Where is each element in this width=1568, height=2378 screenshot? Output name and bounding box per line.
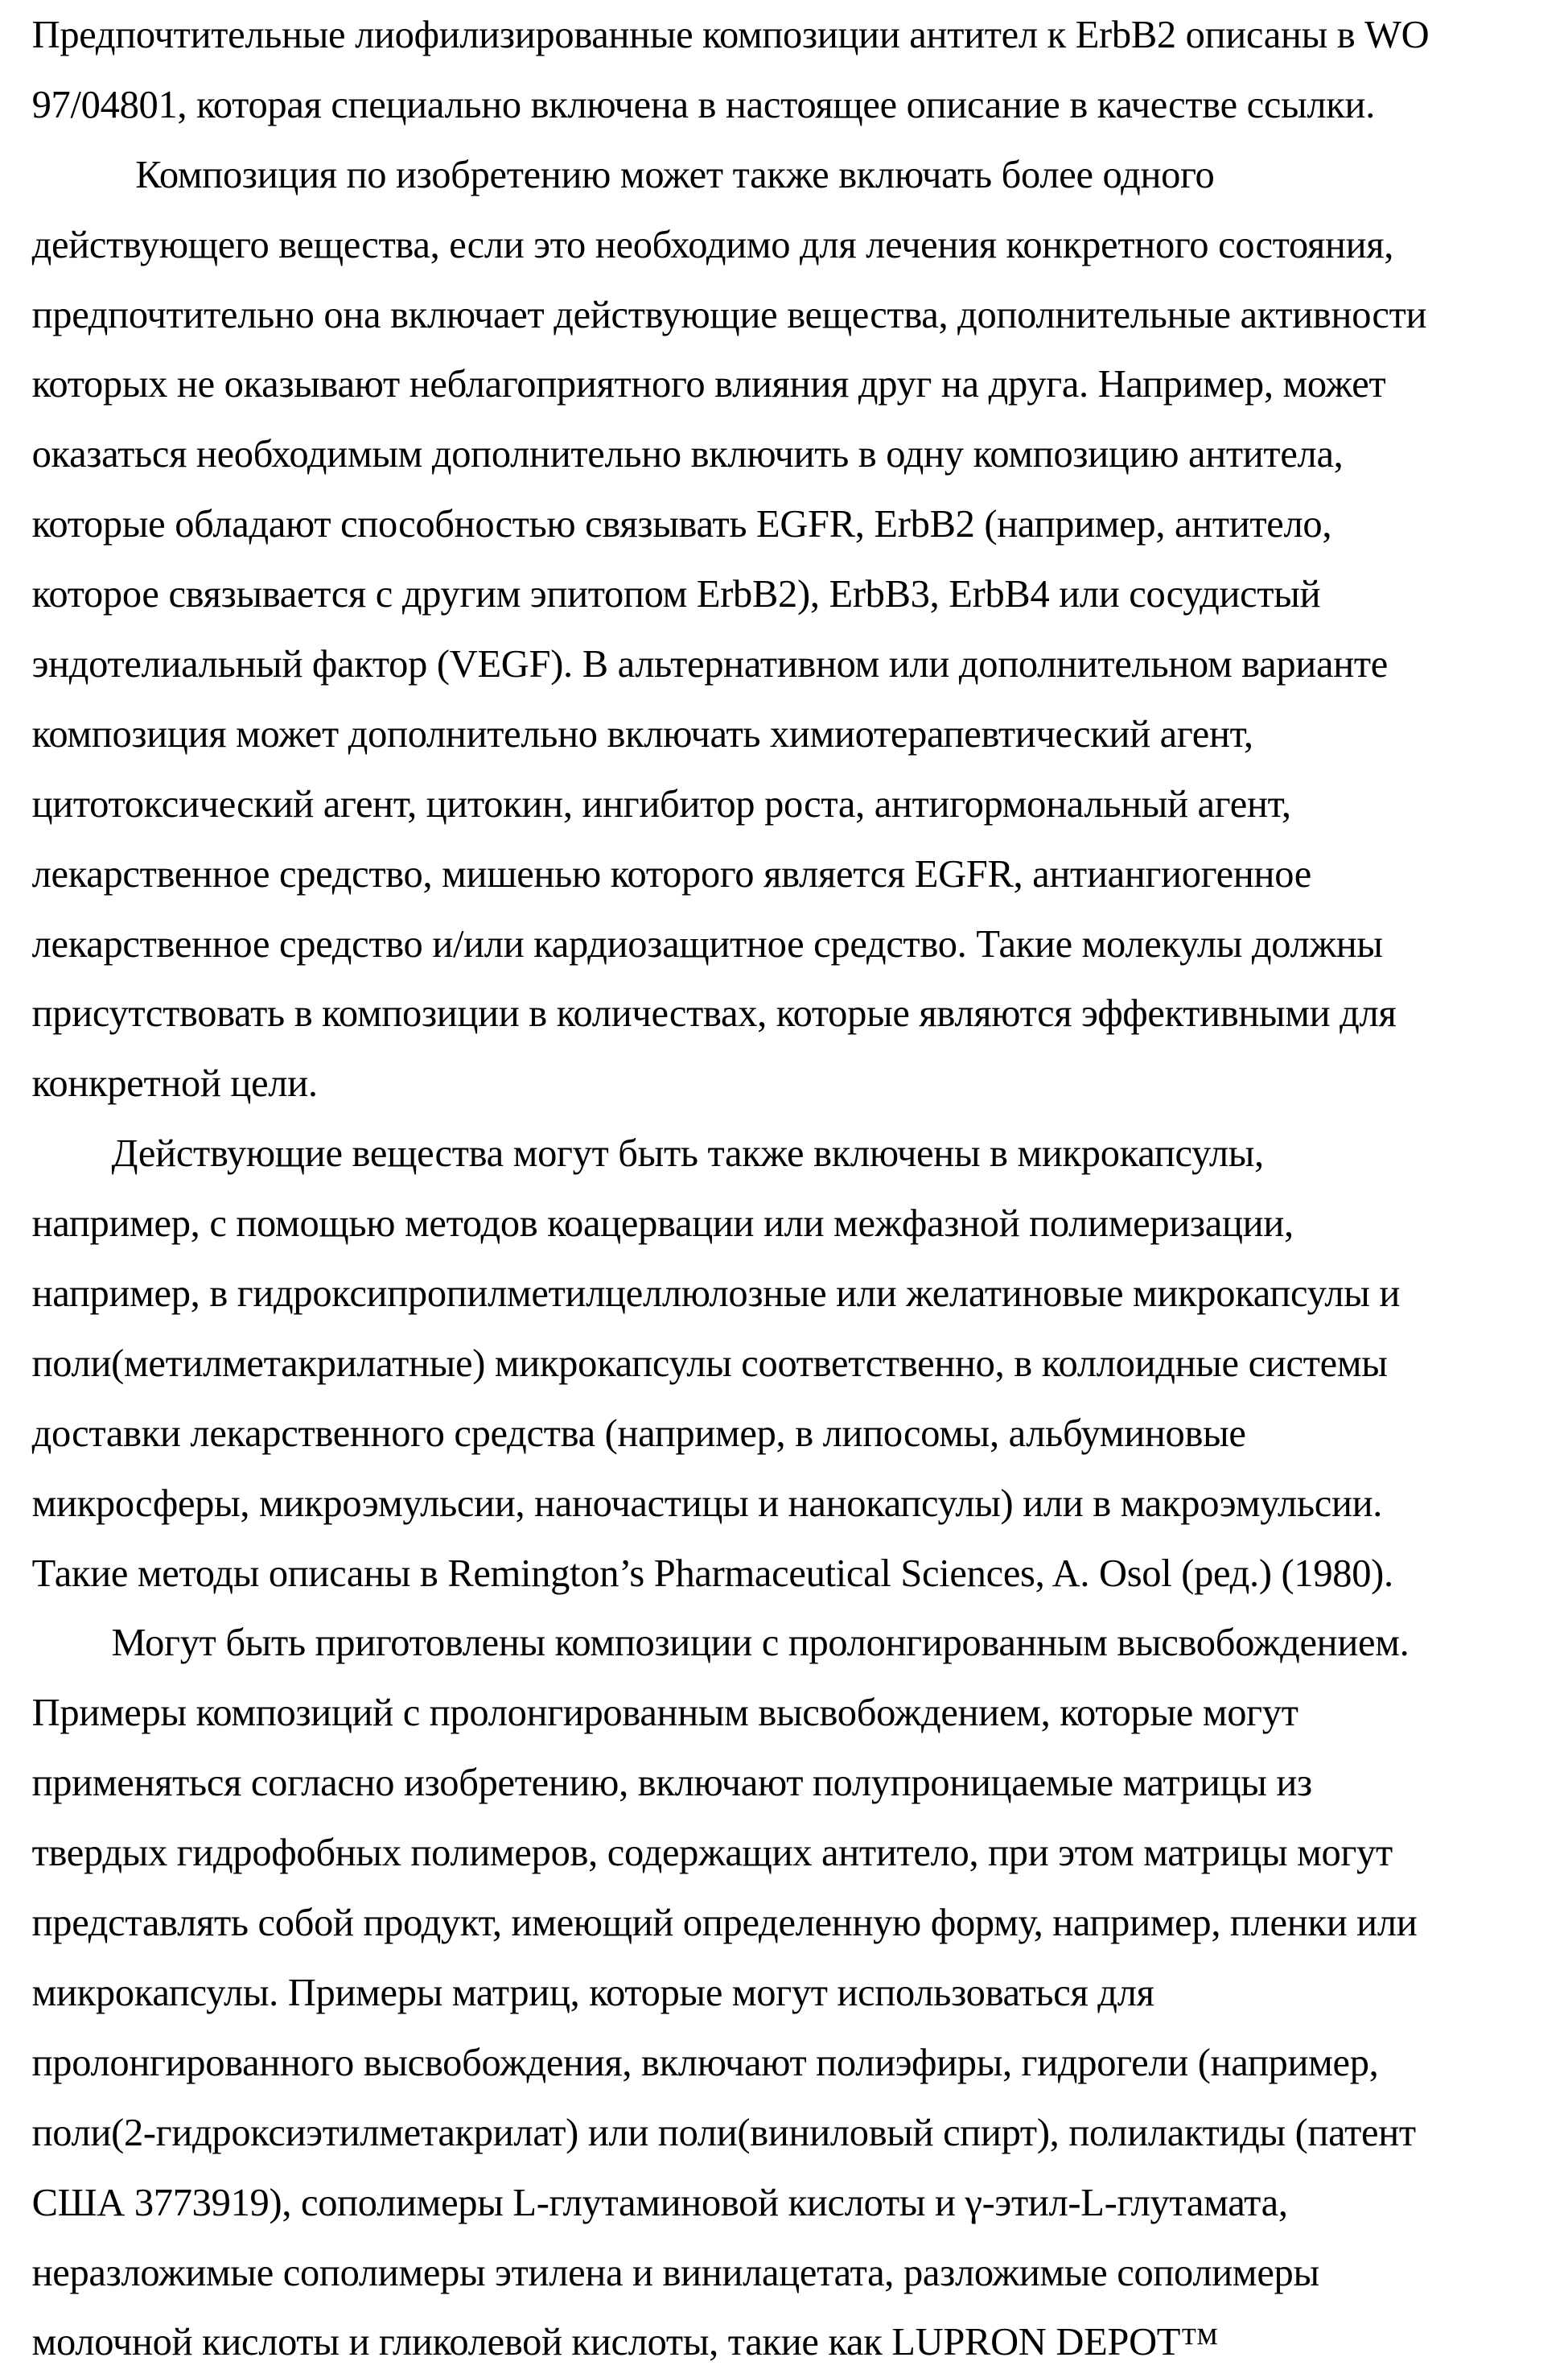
paragraph-microcapsules (0, 1119, 1568, 1608)
paragraph-lyophilized-formulations (0, 0, 1568, 140)
text-line-indented: Действующие вещества могут быть также включены в микрокапсулы, (111, 1131, 1264, 1176)
text-line: цитотоксический агент, цитокин, ингибитор роста, антигормональный агент, (31, 781, 1291, 826)
text-line: Примеры композиций с пролонгированным высвобождением, которые могут (31, 1690, 1298, 1735)
text-line: например, в гидроксипропилметилцеллюлозные или желатиновые микрокапсулы и (31, 1271, 1401, 1316)
text-line: доставки лекарственного средства (например, в липосомы, альбуминовые (31, 1410, 1246, 1455)
text-line: например, с помощью методов коацервации или межфазной полимеризации, (31, 1201, 1294, 1246)
text-line: представлять собой продукт, имеющий определенную форму, например, пленки или (31, 1900, 1418, 1945)
text-line: неразложимые сополимеры этилена и винилацетата, разложимые сополимеры (31, 2249, 1319, 2294)
text-line: лекарственное средство и/или кардиозащитное средство. Такие молекулы должны (31, 921, 1383, 966)
text-line: конкретной цели. (31, 1061, 318, 1106)
text-line: оказаться необходимым дополнительно включить в одну композицию антитела, (31, 431, 1344, 476)
text-line: молочной кислоты и гликолевой кислоты, такие как LUPRON DEPOT™ (31, 2319, 1219, 2364)
text-line: присутствовать в композиции в количествах, которые являются эффективными для (31, 991, 1397, 1036)
text-line: которое связывается с другим эпитопом ErbB2), ErbB3, ErbB4 или сосудистый (31, 571, 1321, 616)
paragraph-sustained-release (0, 1608, 1568, 2377)
text-line: поли(метилметакрилатные) микрокапсулы соответственно, в коллоидные системы (31, 1340, 1388, 1385)
text-line: которых не оказывают неблагоприятного влияния друг на друга. Например, может (31, 361, 1386, 406)
text-line: эндотелиальный фактор (VEGF). В альтернативном или дополнительном варианте (31, 641, 1388, 686)
text-line: США 3773919), сополимеры L-глутаминовой кислоты и γ-этил-L-глутамата, (31, 2179, 1288, 2224)
text-line: 97/04801, которая специально включена в настоящее описание в качестве ссылки. (31, 81, 1376, 126)
text-line: лекарственное средство, мишенью которого является EGFR, антиангиогенное (31, 851, 1311, 896)
text-line: пролонгированного высвобождения, включают полиэфиры, гидрогели (например, (31, 2039, 1379, 2084)
text-line: действующего вещества, если это необходимо для лечения конкретного состояния, (31, 221, 1394, 266)
text-line-indented: Композиция по изобретению может также включать более одного (135, 151, 1215, 196)
text-line-indented: Могут быть приготовлены композиции с пролонгированным высвобождением. (111, 1620, 1410, 1665)
paragraph-multiple-active-compounds (0, 140, 1568, 1119)
text-line: поли(2-гидроксиэтилметакрилат) или поли(виниловый спирт), полилактиды (патент (31, 2109, 1416, 2154)
text-line: которые обладают способностью связывать EGFR, ErbB2 (например, антитело, (31, 501, 1332, 546)
text-line: Такие методы описаны в Remington’s Pharmaceutical Sciences, A. Osol (ред.) (1980). (31, 1550, 1393, 1595)
text-line: применяться согласно изобретению, включают полупроницаемые матрицы из (31, 1760, 1312, 1805)
text-line: предпочтительно она включает действующие вещества, дополнительные активности (31, 291, 1427, 336)
text-line: микросферы, микроэмульсии, наночастицы и нанокапсулы) или в макроэмульсии. (31, 1480, 1383, 1525)
text-line: микрокапсулы. Примеры матриц, которые могут использоваться для (31, 1969, 1154, 2014)
text-line: твердых гидрофобных полимеров, содержащих антитело, при этом матрицы могут (31, 1830, 1393, 1875)
text-line: композиция может дополнительно включать химиотерапевтический агент, (31, 711, 1253, 756)
text-line: Предпочтительные лиофилизированные композиции антител к ErbB2 описаны в WO (31, 12, 1430, 56)
